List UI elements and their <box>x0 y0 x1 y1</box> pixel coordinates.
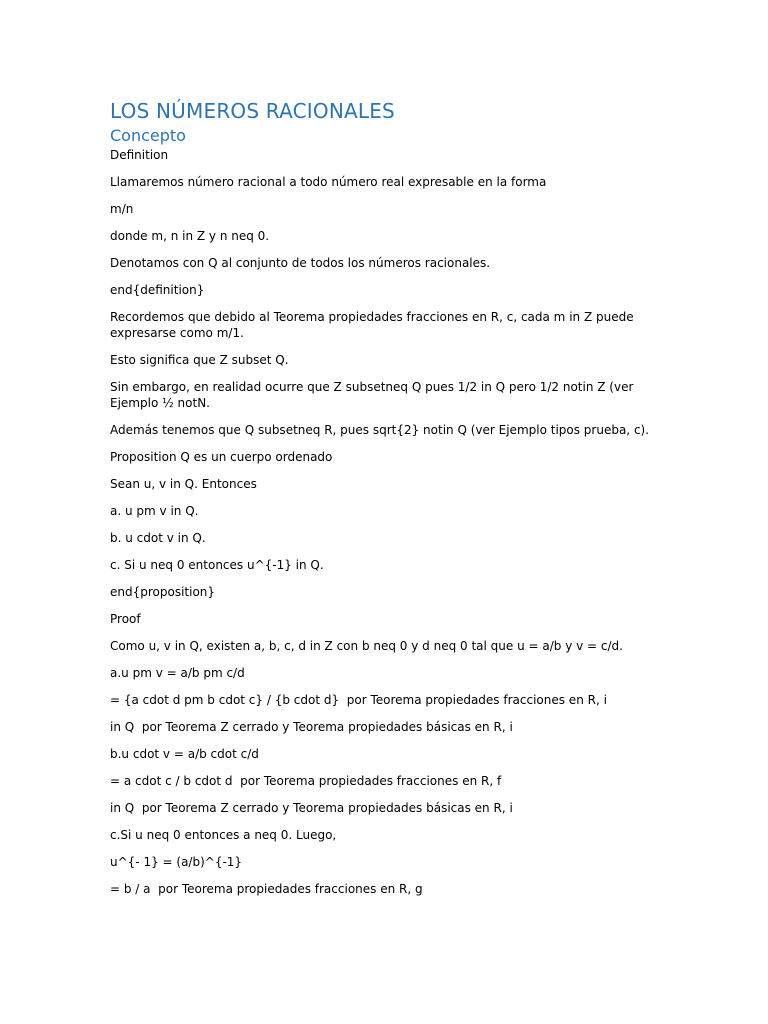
document-body <box>110 97 650 908</box>
paragraph: = {a cdot d pm b cdot c} / {b cdot d} por Teorema propiedades fracciones en R, i <box>110 693 607 707</box>
paragraph-definition-label: Definition <box>110 148 169 162</box>
paragraph: in Q por Teorema Z cerrado y Teorema propiedades básicas en R, i <box>110 720 513 734</box>
paragraph: Como u, v in Q, existen a, b, c, d in Z con b neq 0 y d neq 0 tal que u = a/b y v = c/d. <box>110 639 623 653</box>
section-heading: Concepto <box>110 126 186 145</box>
paragraph: a.u pm v = a/b pm c/d <box>110 666 245 680</box>
paragraph: c.Si u neq 0 entonces a neq 0. Luego, <box>110 828 337 842</box>
paragraph-proposition-label: Proposition Q es un cuerpo ordenado <box>110 450 333 464</box>
paragraph: b.u cdot v = a/b cdot c/d <box>110 747 259 761</box>
paragraph: end{definition} <box>110 283 205 297</box>
paragraph: Llamaremos número racional a todo número real expresable en la forma <box>110 175 547 189</box>
paragraph: c. Si u neq 0 entonces u^{-1} in Q. <box>110 558 324 572</box>
paragraph: Denotamos con Q al conjunto de todos los números racionales. <box>110 256 491 270</box>
paragraph: donde m, n in Z y n neq 0. <box>110 229 270 243</box>
paragraph: m/n <box>110 202 134 216</box>
paragraph: = a cdot c / b cdot d por Teorema propiedades fracciones en R, f <box>110 774 502 788</box>
document-title: LOS NÚMEROS RACIONALES <box>110 99 395 123</box>
paragraph: Sin embargo, en realidad ocurre que Z subsetneq Q pues 1/2 in Q pero 1/2 notin Z (ver Ejemplo ½ notN. <box>110 380 638 410</box>
paragraph: end{proposition} <box>110 585 216 599</box>
paragraph: Sean u, v in Q. Entonces <box>110 477 257 491</box>
paragraph: u^{- 1} = (a/b)^{-1} <box>110 855 243 869</box>
paragraph: a. u pm v in Q. <box>110 504 199 518</box>
paragraph: = b / a por Teorema propiedades fracciones en R, g <box>110 882 423 896</box>
paragraph: Esto significa que Z subset Q. <box>110 353 289 367</box>
paragraph-proof-label: Proof <box>110 612 141 626</box>
paragraph: in Q por Teorema Z cerrado y Teorema propiedades básicas en R, i <box>110 801 513 815</box>
paragraph: Además tenemos que Q subsetneq R, pues sqrt{2} notin Q (ver Ejemplo tipos prueba, c). <box>110 423 650 437</box>
paragraph: b. u cdot v in Q. <box>110 531 206 545</box>
paragraph: Recordemos que debido al Teorema propiedades fracciones en R, c, cada m in Z puede expresarse como m/1. <box>110 310 638 340</box>
